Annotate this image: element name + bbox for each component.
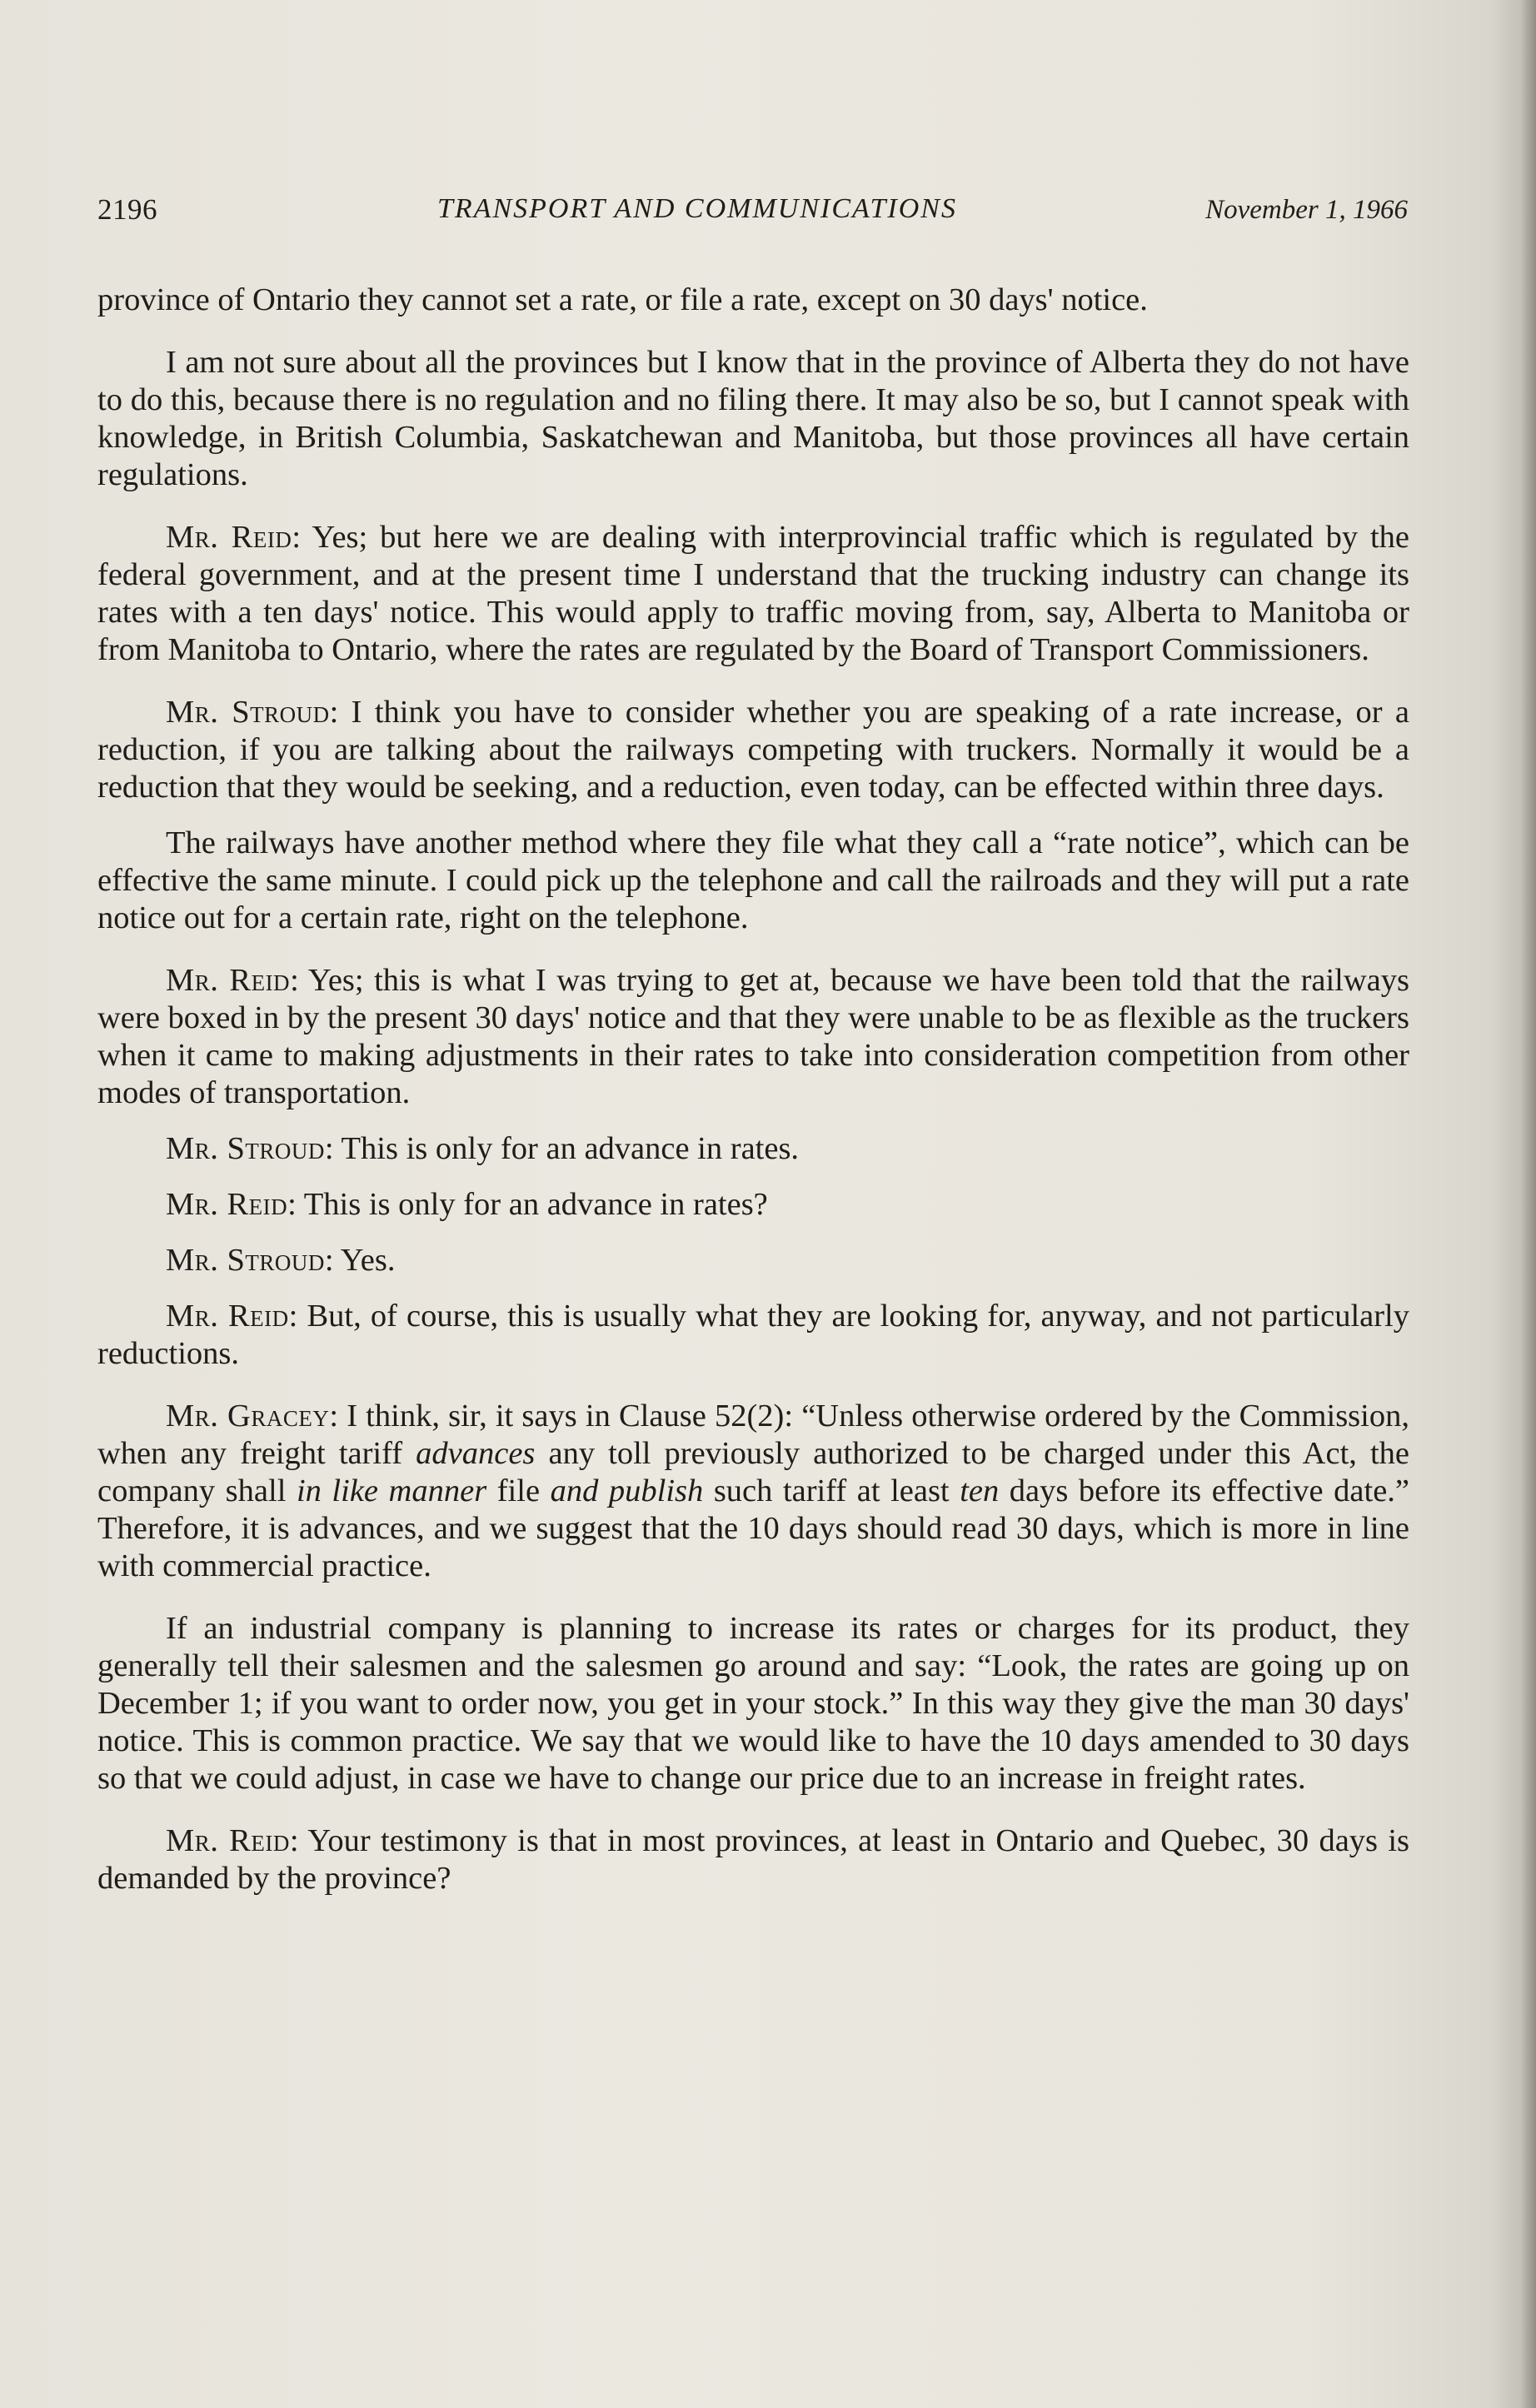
running-head xyxy=(97,193,1409,237)
paragraph-3 xyxy=(97,519,1409,669)
speaker-name: Mr. Stroud xyxy=(166,1243,325,1278)
paragraph-text: province of Ontario they cannot set a rate, or file a rate, except on 30 days' notice. xyxy=(97,282,1148,317)
paragraph-text: The railways have another method where they file what they call a “rate notice”, which can be effective the same minute. I could pick up the telephone and call the railroads and they will put a rate notice out for a certain rate, right on the telephone. xyxy=(97,825,1409,935)
paragraph-text: If an industrial company is planning to increase its rates or charges for its product, they generally tell their salesmen and the salesmen go around and say: “Look, the rates are going up on December 1; if you want to order now, you get in your stock.” In this way they give the man 30 days' notice. This is common practice. We say that we would like to have the 10 days amended to 30 days so that we could adjust, in case we have to change our price due to an increase in freight rates. xyxy=(97,1611,1409,1796)
paragraph-text: file xyxy=(486,1473,551,1508)
emphasis-text: and publish xyxy=(550,1473,704,1508)
page-number: 2196 xyxy=(97,193,157,226)
paragraph-13 xyxy=(97,1822,1409,1897)
running-title: TRANSPORT AND COMMUNICATIONS xyxy=(437,193,957,224)
paragraph-11 xyxy=(97,1398,1409,1585)
paragraph-10 xyxy=(97,1298,1409,1373)
paragraph-text: : I think, sir, it says in Clause 52(2): “Unless otherwise ordered by the Commission, when any freight tariff xyxy=(97,1398,1409,1471)
paragraph-12 xyxy=(97,1610,1409,1797)
speaker-name: Mr. Reid xyxy=(166,963,291,998)
paragraph-1 xyxy=(97,282,1409,319)
emphasis-text: advances xyxy=(416,1436,536,1471)
paragraph-text: : Yes. xyxy=(324,1243,396,1278)
page-content xyxy=(97,193,1409,1922)
page-date: November 1, 1966 xyxy=(1205,195,1408,225)
paragraph-9 xyxy=(97,1242,1409,1279)
paragraph-4 xyxy=(97,694,1409,806)
speaker-name: Mr. Stroud xyxy=(166,1131,325,1166)
speaker-name: Mr. Gracey xyxy=(166,1398,330,1433)
paragraph-text: such tariff at least xyxy=(703,1473,960,1508)
paragraph-7 xyxy=(97,1130,1409,1168)
emphasis-text: ten xyxy=(960,1473,1000,1508)
paragraph-text: I am not sure about all the provinces but I know that in the province of Alberta they do not have to do this, because there is no regulation and no filing there. It may also be so, but I cannot speak with knowledge, in British Columbia, Saskatchewan and Manitoba, but those provinces all have certain regulations. xyxy=(97,345,1409,492)
paragraph-text: : Yes; this is what I was trying to get at, because we have been told that the railways were boxed in by the present 30 days' notice and that they were unable to be as flexible as the truckers when it came to making adjustments in their rates to take into consideration competition from other modes of transportation. xyxy=(97,963,1409,1110)
paragraph-text: : Your testimony is that in most provinces, at least in Ontario and Quebec, 30 days is demanded by the province? xyxy=(97,1823,1410,1896)
paragraph-text: : Yes; but here we are dealing with interprovincial traffic which is regulated by the federal government, and at the present time I understand that the trucking industry can change its rates with a ten days' notice. This would apply to traffic moving from, say, Alberta to Manitoba or from Manitoba to Ontario, where the rates are regulated by the Board of Transport Commissioners. xyxy=(97,520,1409,667)
page-edge-shadow xyxy=(1521,0,1536,2408)
paragraph-5 xyxy=(97,825,1409,937)
emphasis-text: in like manner xyxy=(296,1473,487,1508)
paragraph-text: : This is only for an advance in rates. xyxy=(324,1131,800,1166)
speaker-name: Mr. Reid xyxy=(166,1299,289,1334)
paragraph-text: any toll previously authorized to be charged under this Act, the company shall xyxy=(97,1436,1409,1508)
paragraph-text: days before its effective date.” Therefore, it is advances, and we suggest that the 10 days should read 30 days, which is more in line with commercial practice. xyxy=(97,1473,1410,1583)
paragraph-text: : I think you have to consider whether you are speaking of a rate increase, or a reduction, if you are talking about the railways competing with truckers. Normally it would be a reduction that they would be seeking, and a reduction, even today, can be effected within three days. xyxy=(97,695,1409,805)
speaker-name: Mr. Reid xyxy=(166,1823,290,1858)
paragraph-6 xyxy=(97,962,1409,1112)
paragraph-text: : This is only for an advance in rates? xyxy=(287,1187,768,1222)
speaker-name: Mr. Reid xyxy=(166,520,292,555)
paragraph-8 xyxy=(97,1186,1409,1224)
paragraph-text: : But, of course, this is usually what they are looking for, anyway, and not particularly reductions. xyxy=(97,1299,1409,1371)
speaker-name: Mr. Reid xyxy=(166,1187,288,1222)
speaker-name: Mr. Stroud xyxy=(166,695,330,730)
paragraph-2 xyxy=(97,344,1409,494)
